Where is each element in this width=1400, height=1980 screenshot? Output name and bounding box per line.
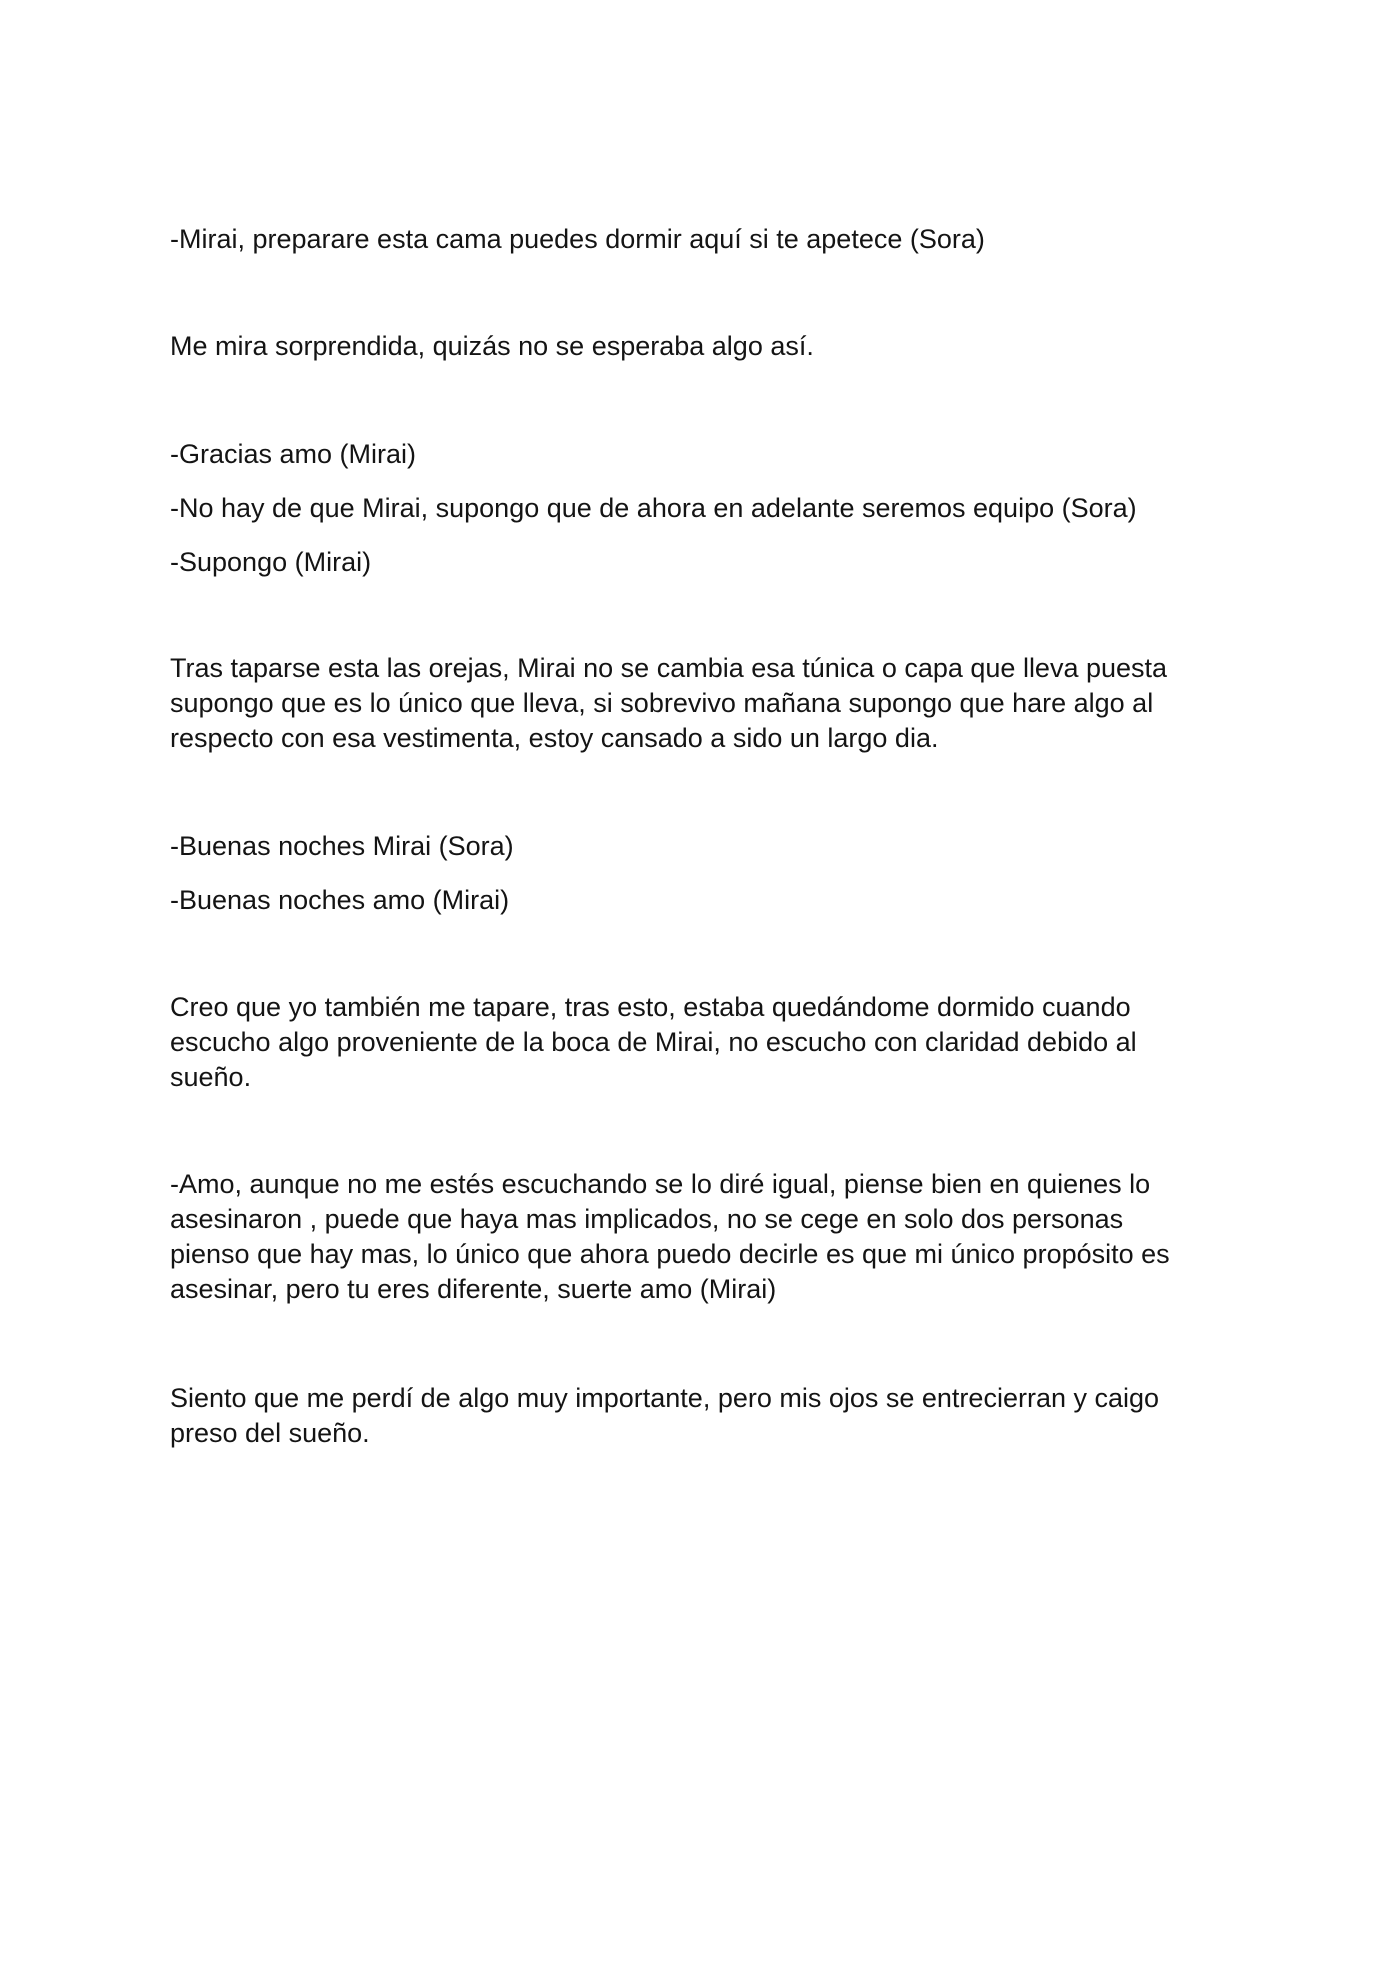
text-line: pienso que hay mas, lo único que ahora puedo decirle es que mi único propósito es: [170, 1239, 1170, 1269]
text-line: -Buenas noches amo (Mirai): [170, 885, 510, 915]
text-line: -Supongo (Mirai): [170, 547, 372, 577]
text-line: escucho algo proveniente de la boca de Mirai, no escucho con claridad debido al: [170, 1027, 1137, 1057]
narration-paragraph: [170, 1381, 1250, 1451]
text-line: preso del sueño.: [170, 1418, 370, 1448]
dialogue-line: [170, 883, 1250, 918]
dialogue-line: [170, 829, 1250, 864]
text-line: -Mirai, preparare esta cama puedes dormir aquí si te apetece (Sora): [170, 224, 985, 254]
dialogue-line: [170, 222, 1250, 257]
text-line: Tras taparse esta las orejas, Mirai no se cambia esa túnica o capa que lleva puesta: [170, 653, 1168, 683]
text-line: -Gracias amo (Mirai): [170, 439, 417, 469]
text-line: -Buenas noches Mirai (Sora): [170, 831, 514, 861]
narration-paragraph: [170, 329, 1250, 364]
text-line: -No hay de que Mirai, supongo que de ahora en adelante seremos equipo (Sora): [170, 493, 1137, 523]
dialogue-line: [170, 437, 1250, 472]
dialogue-line: [170, 545, 1250, 580]
text-line: Me mira sorprendida, quizás no se esperaba algo así.: [170, 331, 814, 361]
text-line: Creo que yo también me tapare, tras esto, estaba quedándome dormido cuando: [170, 992, 1131, 1022]
text-line: asesinar, pero tu eres diferente, suerte amo (Mirai): [170, 1274, 777, 1304]
text-line: sueño.: [170, 1062, 252, 1092]
dialogue-paragraph: [170, 1167, 1250, 1307]
text-line: asesinaron , puede que haya mas implicados, no se cege en solo dos personas: [170, 1204, 1124, 1234]
text-line: -Amo, aunque no me estés escuchando se lo diré igual, piense bien en quienes lo: [170, 1169, 1151, 1199]
dialogue-line: [170, 491, 1250, 526]
narration-paragraph: [170, 651, 1250, 756]
text-line: respecto con esa vestimenta, estoy cansado a sido un largo dia.: [170, 723, 939, 753]
narration-paragraph: [170, 990, 1250, 1095]
text-line: Siento que me perdí de algo muy importante, pero mis ojos se entrecierran y caigo: [170, 1383, 1160, 1413]
text-line: supongo que es lo único que lleva, si sobrevivo mañana supongo que hare algo al: [170, 688, 1154, 718]
